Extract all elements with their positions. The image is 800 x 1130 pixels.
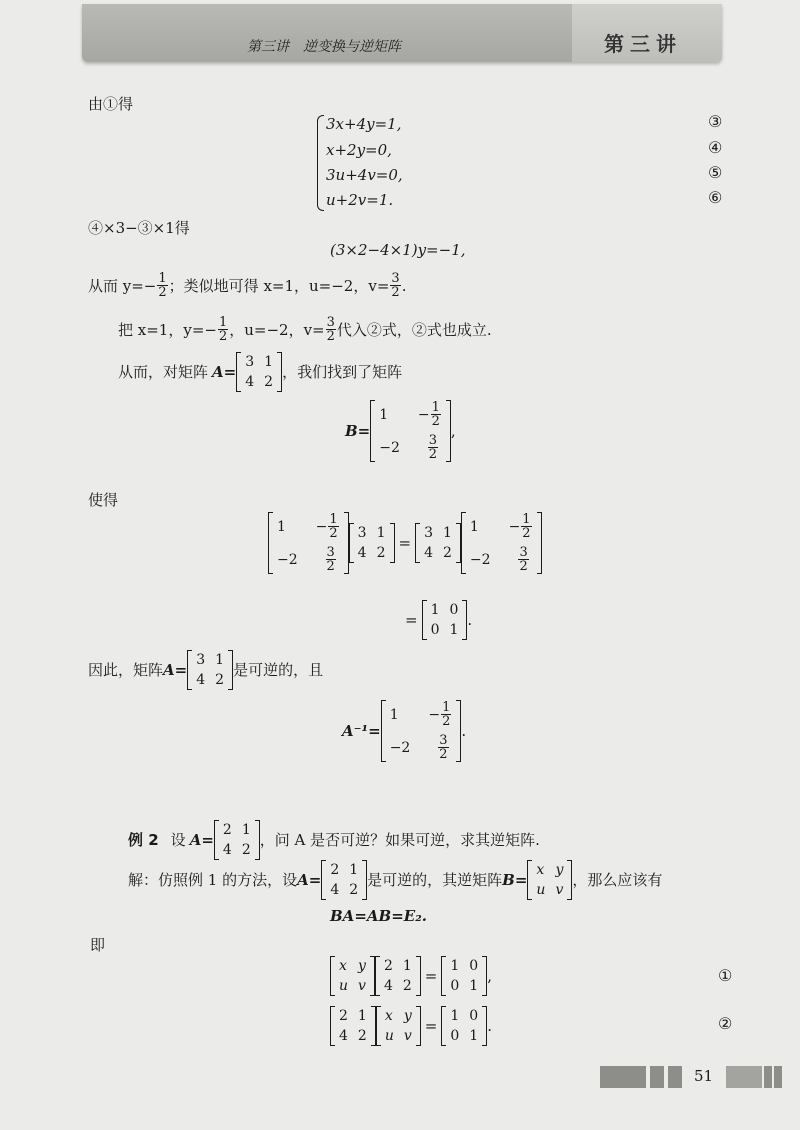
example-label: 例 2 xyxy=(128,831,159,849)
matrix-cell: 1 xyxy=(430,602,440,618)
footer-bar xyxy=(764,1066,772,1088)
example-suffix: ，问 A 是否可逆？如果可逆，求其逆矩阵. xyxy=(259,831,540,849)
intro-text: 由①得 xyxy=(88,95,134,113)
frac-den: 2 xyxy=(391,285,400,300)
matrix-cell: 0 xyxy=(449,602,459,618)
solution-mid: 是可逆的，其逆矩阵 xyxy=(367,871,503,889)
substitution-line xyxy=(118,316,492,343)
matrix-A xyxy=(236,352,282,392)
fraction-half xyxy=(157,272,167,299)
comma: , xyxy=(450,422,456,440)
equation-3: 3x+4y=1, xyxy=(326,115,402,133)
chapter-title: 第三讲 逆变换与逆矩阵 xyxy=(247,39,401,55)
matrix-cell: 2 xyxy=(241,842,251,858)
matrix-cell: 4 xyxy=(339,1028,348,1044)
matrix-E xyxy=(441,956,487,996)
inverse-display xyxy=(342,700,466,762)
matrix-cell: 2 xyxy=(349,882,359,898)
solution-line xyxy=(128,860,662,900)
matrix-cell: 2 xyxy=(339,1008,348,1024)
solution-prefix: 解：仿照例 1 的方法，设 xyxy=(128,871,298,889)
frac-den: 2 xyxy=(218,329,228,344)
footer-bar xyxy=(774,1066,782,1088)
equals-sign: = xyxy=(398,534,412,552)
matrix-A-label: A= xyxy=(212,363,237,381)
matrix-cell: 1 xyxy=(264,354,274,370)
result-mid: ；类似地可得 x=1，u=−2，v= xyxy=(168,276,390,295)
equation-label-6: ⑥ xyxy=(708,188,723,207)
matrix-XY xyxy=(527,860,572,900)
matrix-cell: 2 xyxy=(264,374,274,390)
matrix-cell: 2 xyxy=(383,958,393,974)
matrix-cell: 4 xyxy=(330,882,340,898)
frac-den: 2 xyxy=(326,329,335,344)
matrix-cell: 3 xyxy=(424,525,433,541)
equation-5: 3u+4v=0, xyxy=(326,166,403,184)
matrix-A2 xyxy=(214,820,260,860)
matrix-A-label: A= xyxy=(189,831,214,849)
chapter-header xyxy=(82,4,722,62)
matrix-cell: 1 xyxy=(349,862,359,878)
matrix-cell: u xyxy=(536,882,546,898)
footer-bar xyxy=(650,1066,664,1088)
product-equation xyxy=(268,512,542,574)
system-brace xyxy=(317,115,324,211)
fraction-three-halves xyxy=(390,272,400,299)
lecture-tab-label: 第三讲 xyxy=(604,32,682,56)
frac-num: 3 xyxy=(391,271,400,286)
period: . xyxy=(487,1017,492,1035)
fraction-three-halves xyxy=(326,316,336,343)
matrix-cell: y xyxy=(358,958,366,974)
matrix-cell: 3 xyxy=(245,354,255,370)
matrix-cell: 0 xyxy=(430,622,440,638)
matrix-cell: 1 xyxy=(376,525,386,541)
lecture-tab xyxy=(572,4,722,62)
matrix-cell: y xyxy=(555,862,564,878)
matrix-cell: x xyxy=(384,1008,393,1024)
footer-bar xyxy=(600,1066,646,1088)
matrix-cell: y xyxy=(403,1008,412,1024)
matrix-cell: 4 xyxy=(357,545,367,561)
therefore-suffix: 是可逆的，且 xyxy=(233,661,324,679)
matrix-A-inverse: 1 − $\frac{1}{2}$ −2 $\frac{3}{2}$ xyxy=(381,700,462,762)
matrix-A xyxy=(187,650,233,690)
matrix-cell: u xyxy=(384,1028,394,1044)
matrix-cell: 2 xyxy=(222,822,232,838)
matrix-B-label: B= xyxy=(502,871,528,889)
matrix-cell: 1 xyxy=(450,1008,460,1024)
footer-bar xyxy=(668,1066,682,1088)
conclude-prefix: 从而，对矩阵 xyxy=(118,363,209,381)
matrix-B-label: B= xyxy=(345,422,371,440)
matrix-cell: 1 xyxy=(357,1008,367,1024)
matrix-A2 xyxy=(321,860,367,900)
matrix-cell: 0 xyxy=(469,958,479,974)
conclude-line xyxy=(118,352,402,392)
matrix-cell: v xyxy=(555,882,564,898)
matrix-cell: 2 xyxy=(330,862,340,878)
matrix-cell: 4 xyxy=(196,672,206,688)
matrix-cell: 4 xyxy=(245,374,255,390)
matrix-cell: 2 xyxy=(357,1028,367,1044)
matrix-B: 1 − $\frac{1}{2}$ −2 $\frac{3}{2}$ xyxy=(370,400,451,462)
sub-mid: ，u=−2，v= xyxy=(229,320,325,339)
equals-sign: = xyxy=(405,611,418,629)
equation-1 xyxy=(330,956,492,996)
matrix-cell: 4 xyxy=(424,545,433,561)
step-equation: (3×2−4×1)y=−1, xyxy=(330,241,466,259)
matrix-cell: 1 xyxy=(443,525,452,541)
matrix-cell: 1 xyxy=(402,958,412,974)
comma: , xyxy=(487,967,492,985)
equation-4: x+2y=0, xyxy=(326,141,392,159)
matrix-cell: 4 xyxy=(222,842,232,858)
matrix-cell: 0 xyxy=(450,1028,460,1044)
period: . xyxy=(467,611,473,629)
matrix-A xyxy=(415,523,461,563)
matrix-A2 xyxy=(330,1006,376,1046)
step-line: ④×3−③×1得 xyxy=(88,219,190,237)
example-prefix: 设 xyxy=(170,831,186,849)
matrix-cell: 2 xyxy=(443,545,452,561)
matrix-cell: 1 xyxy=(241,822,251,838)
matrix-B-display xyxy=(345,400,456,462)
equation-label-1: ① xyxy=(718,966,733,985)
frac-den: 2 xyxy=(158,285,167,300)
therefore-prefix: 因此，矩阵 xyxy=(88,661,164,679)
namely-text: 即 xyxy=(90,936,106,954)
so-that-text: 使得 xyxy=(88,491,119,509)
equation-label-4: ④ xyxy=(708,138,723,157)
equation-label-3: ③ xyxy=(708,112,723,131)
page-number: 51 xyxy=(694,1067,714,1085)
equation-2 xyxy=(330,1006,492,1046)
matrix-XY xyxy=(330,956,375,996)
equation-label-5: ⑤ xyxy=(708,163,723,182)
matrix-cell: x xyxy=(339,958,347,974)
sub-prefix: 把 x=1，y=− xyxy=(118,320,217,339)
matrix-cell: 1 xyxy=(449,622,459,638)
sub-end: 代入②式，②式也成立. xyxy=(336,320,492,339)
matrix-cell: 1 xyxy=(469,978,479,994)
matrix-A2 xyxy=(375,956,421,996)
matrix-cell: 0 xyxy=(469,1008,479,1024)
matrix-cell: 1 xyxy=(450,958,460,974)
inverse-label: A⁻¹= xyxy=(342,722,381,740)
frac-num: 3 xyxy=(326,315,335,330)
matrix-cell: 2 xyxy=(215,672,225,688)
example-2-line xyxy=(128,820,540,860)
matrix-cell: 1 xyxy=(215,652,225,668)
matrix-cell: v xyxy=(358,978,366,994)
frac-num: 1 xyxy=(218,315,228,330)
conclude-suffix: ，我们找到了矩阵 xyxy=(282,363,403,381)
identity-result xyxy=(405,600,472,640)
footer-bar xyxy=(726,1066,762,1088)
matrix-A-label: A= xyxy=(297,871,322,889)
result-line xyxy=(88,272,406,299)
matrix-cell: 3 xyxy=(196,652,206,668)
matrix-E xyxy=(422,600,468,640)
matrix-cell: 2 xyxy=(402,978,412,994)
matrix-E xyxy=(441,1006,487,1046)
matrix-cell: 0 xyxy=(450,978,460,994)
matrix-cell: 4 xyxy=(383,978,393,994)
matrix-B: 1 − $\frac{1}{2}$ −2 $\frac{3}{2}$ xyxy=(268,512,349,574)
matrix-A xyxy=(349,523,395,563)
matrix-A-label: A= xyxy=(163,661,188,679)
fraction-half xyxy=(218,316,228,343)
equation-6: u+2v=1. xyxy=(326,191,394,209)
matrix-cell: v xyxy=(403,1028,412,1044)
matrix-cell: 2 xyxy=(376,545,386,561)
result-prefix: 从而 y=− xyxy=(88,276,157,295)
equals-sign: = xyxy=(424,967,438,985)
frac-num: 1 xyxy=(158,271,167,286)
matrix-cell: u xyxy=(339,978,349,994)
matrix-cell: 1 xyxy=(469,1028,479,1044)
therefore-line xyxy=(88,650,323,690)
equals-sign: = xyxy=(424,1017,438,1035)
result-end: . xyxy=(401,276,407,295)
solution-equation: BA=AB=E₂. xyxy=(330,907,427,925)
solution-suffix: ，那么应该有 xyxy=(572,871,663,889)
matrix-cell: x xyxy=(536,862,545,878)
matrix-XY xyxy=(376,1006,421,1046)
period: . xyxy=(461,722,467,740)
matrix-B: 1 − $\frac{1}{2}$ −2 $\frac{3}{2}$ xyxy=(461,512,542,574)
equation-label-2: ② xyxy=(718,1014,733,1033)
matrix-cell: 3 xyxy=(357,525,367,541)
